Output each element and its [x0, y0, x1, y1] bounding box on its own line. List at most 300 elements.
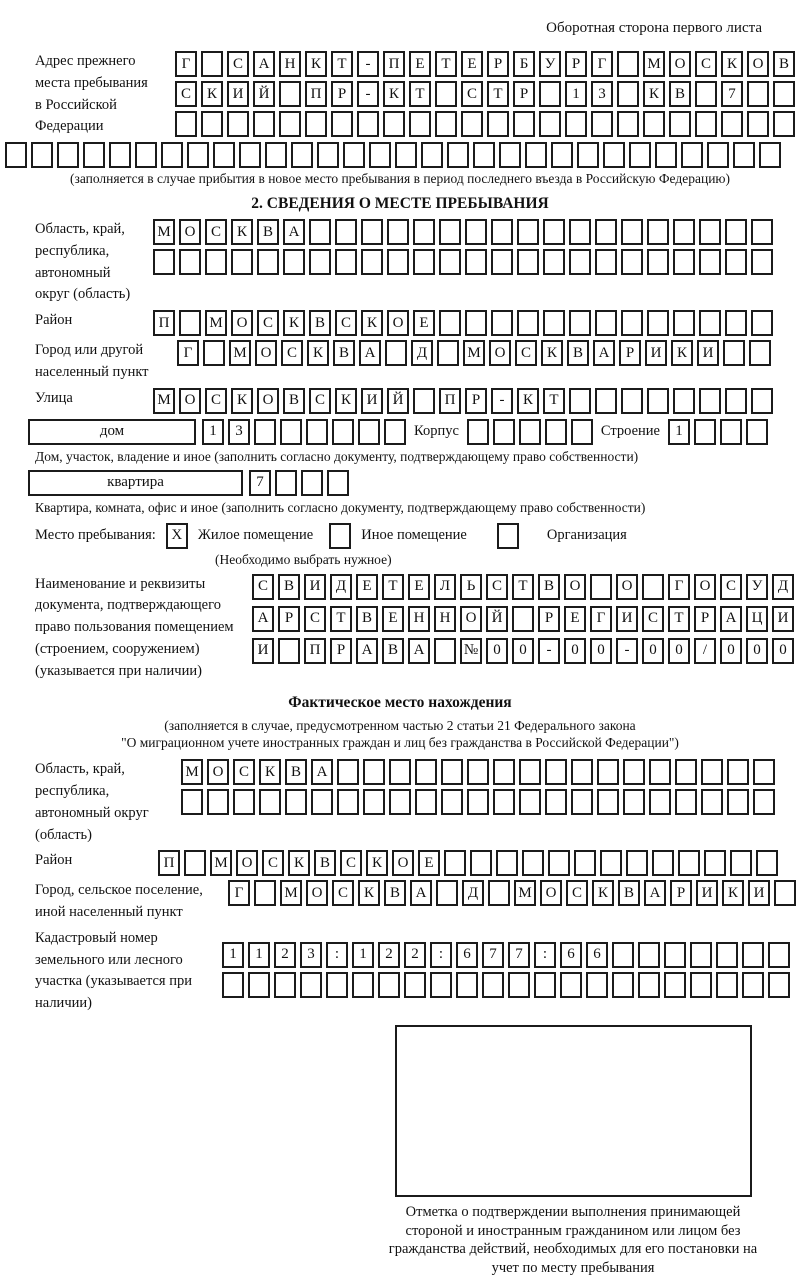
char-box[interactable]: С: [205, 219, 227, 245]
char-box[interactable]: /: [694, 638, 716, 664]
char-box[interactable]: [415, 789, 437, 815]
char-box[interactable]: [201, 111, 223, 137]
char-box[interactable]: А: [644, 880, 666, 906]
char-box[interactable]: [461, 111, 483, 137]
char-box[interactable]: [331, 111, 353, 137]
char-box[interactable]: [742, 972, 764, 998]
apartment-number-row[interactable]: [249, 470, 353, 496]
char-box[interactable]: 3: [591, 81, 613, 107]
char-box[interactable]: [213, 142, 235, 168]
char-box[interactable]: [465, 249, 487, 275]
char-box[interactable]: 0: [512, 638, 534, 664]
char-box[interactable]: В: [773, 51, 795, 77]
char-box[interactable]: [275, 470, 297, 496]
char-box[interactable]: [31, 142, 53, 168]
char-box[interactable]: С: [175, 81, 197, 107]
char-box[interactable]: 7: [508, 942, 530, 968]
char-box[interactable]: [437, 340, 459, 366]
char-box[interactable]: К: [259, 759, 281, 785]
char-box[interactable]: С: [205, 388, 227, 414]
char-box[interactable]: [421, 142, 443, 168]
char-box[interactable]: Р: [331, 81, 353, 107]
char-box[interactable]: [612, 942, 634, 968]
prev-address-row-3[interactable]: [175, 111, 799, 137]
char-box[interactable]: О: [564, 574, 586, 600]
char-box[interactable]: [574, 850, 596, 876]
char-box[interactable]: И: [252, 638, 274, 664]
city-row[interactable]: [177, 340, 775, 366]
char-box[interactable]: Е: [413, 310, 435, 336]
char-box[interactable]: 1: [248, 942, 270, 968]
char-box[interactable]: О: [540, 880, 562, 906]
char-box[interactable]: И: [772, 606, 794, 632]
char-box[interactable]: У: [539, 51, 561, 77]
char-box[interactable]: Ь: [460, 574, 482, 600]
char-box[interactable]: [694, 419, 716, 445]
char-box[interactable]: Д: [330, 574, 352, 600]
char-box[interactable]: А: [359, 340, 381, 366]
char-box[interactable]: [612, 972, 634, 998]
char-box[interactable]: [545, 419, 567, 445]
char-box[interactable]: Г: [177, 340, 199, 366]
char-box[interactable]: [551, 142, 573, 168]
char-box[interactable]: [499, 142, 521, 168]
char-box[interactable]: [467, 759, 489, 785]
char-box[interactable]: [569, 249, 591, 275]
char-box[interactable]: [257, 249, 279, 275]
char-box[interactable]: О: [694, 574, 716, 600]
char-box[interactable]: [751, 249, 773, 275]
char-box[interactable]: О: [306, 880, 328, 906]
char-box[interactable]: :: [430, 942, 452, 968]
char-box[interactable]: Т: [512, 574, 534, 600]
char-box[interactable]: М: [153, 219, 175, 245]
char-box[interactable]: [203, 340, 225, 366]
char-box[interactable]: [327, 470, 349, 496]
char-box[interactable]: [259, 789, 281, 815]
char-box[interactable]: [311, 789, 333, 815]
actual-district-row[interactable]: [158, 850, 782, 876]
char-box[interactable]: [647, 219, 669, 245]
char-box[interactable]: И: [697, 340, 719, 366]
char-box[interactable]: [773, 111, 795, 137]
char-box[interactable]: [595, 219, 617, 245]
char-box[interactable]: [222, 972, 244, 998]
char-box[interactable]: [519, 759, 541, 785]
char-box[interactable]: [756, 850, 778, 876]
char-box[interactable]: [617, 81, 639, 107]
char-box[interactable]: [571, 789, 593, 815]
char-box[interactable]: [517, 310, 539, 336]
char-box[interactable]: П: [383, 51, 405, 77]
char-box[interactable]: 2: [404, 942, 426, 968]
char-box[interactable]: Р: [330, 638, 352, 664]
char-box[interactable]: [649, 759, 671, 785]
actual-city-row[interactable]: [228, 880, 800, 906]
char-box[interactable]: [664, 972, 686, 998]
char-box[interactable]: 3: [300, 942, 322, 968]
char-box[interactable]: [447, 142, 469, 168]
char-box[interactable]: [768, 972, 790, 998]
char-box[interactable]: [467, 419, 489, 445]
char-box[interactable]: [545, 789, 567, 815]
char-box[interactable]: [733, 142, 755, 168]
char-box[interactable]: [357, 111, 379, 137]
region-row-1[interactable]: [153, 219, 777, 245]
char-box[interactable]: 0: [486, 638, 508, 664]
char-box[interactable]: К: [592, 880, 614, 906]
char-box[interactable]: [508, 972, 530, 998]
prev-address-row-4[interactable]: [5, 142, 800, 168]
char-box[interactable]: Г: [668, 574, 690, 600]
char-box[interactable]: К: [335, 388, 357, 414]
char-box[interactable]: [337, 789, 359, 815]
char-box[interactable]: В: [333, 340, 355, 366]
char-box[interactable]: [233, 789, 255, 815]
district-row[interactable]: [153, 310, 777, 336]
char-box[interactable]: [548, 850, 570, 876]
char-box[interactable]: С: [309, 388, 331, 414]
char-box[interactable]: [175, 111, 197, 137]
char-box[interactable]: С: [515, 340, 537, 366]
char-box[interactable]: О: [460, 606, 482, 632]
char-box[interactable]: [569, 219, 591, 245]
char-box[interactable]: [248, 972, 270, 998]
char-box[interactable]: [543, 249, 565, 275]
char-box[interactable]: 6: [586, 942, 608, 968]
char-box[interactable]: [522, 850, 544, 876]
char-box[interactable]: -: [357, 51, 379, 77]
char-box[interactable]: [597, 789, 619, 815]
char-box[interactable]: [716, 942, 738, 968]
char-box[interactable]: Н: [408, 606, 430, 632]
char-box[interactable]: [358, 419, 380, 445]
char-box[interactable]: -: [491, 388, 513, 414]
char-box[interactable]: [539, 81, 561, 107]
char-box[interactable]: [621, 249, 643, 275]
char-box[interactable]: Й: [253, 81, 275, 107]
char-box[interactable]: [439, 249, 461, 275]
char-box[interactable]: [343, 142, 365, 168]
char-box[interactable]: В: [285, 759, 307, 785]
char-box[interactable]: Н: [279, 51, 301, 77]
char-box[interactable]: [435, 111, 457, 137]
char-box[interactable]: А: [410, 880, 432, 906]
char-box[interactable]: К: [201, 81, 223, 107]
cadastral-row-2[interactable]: [222, 972, 794, 998]
char-box[interactable]: [569, 388, 591, 414]
char-box[interactable]: [560, 972, 582, 998]
char-box[interactable]: К: [643, 81, 665, 107]
char-box[interactable]: [187, 142, 209, 168]
char-box[interactable]: В: [314, 850, 336, 876]
char-box[interactable]: [571, 419, 593, 445]
char-box[interactable]: [699, 388, 721, 414]
char-box[interactable]: Г: [591, 51, 613, 77]
char-box[interactable]: [725, 249, 747, 275]
char-box[interactable]: [306, 419, 328, 445]
char-box[interactable]: [721, 111, 743, 137]
char-box[interactable]: [517, 249, 539, 275]
char-box[interactable]: [456, 972, 478, 998]
char-box[interactable]: С: [262, 850, 284, 876]
char-box[interactable]: Е: [409, 51, 431, 77]
char-box[interactable]: [617, 111, 639, 137]
char-box[interactable]: С: [461, 81, 483, 107]
document-row-3[interactable]: [252, 638, 798, 664]
char-box[interactable]: О: [179, 388, 201, 414]
char-box[interactable]: [201, 51, 223, 77]
char-box[interactable]: [707, 142, 729, 168]
char-box[interactable]: И: [748, 880, 770, 906]
char-box[interactable]: [681, 142, 703, 168]
checkbox-residential[interactable]: X: [166, 523, 188, 549]
char-box[interactable]: К: [722, 880, 744, 906]
char-box[interactable]: В: [538, 574, 560, 600]
char-box[interactable]: С: [695, 51, 717, 77]
char-box[interactable]: Р: [565, 51, 587, 77]
char-box[interactable]: В: [618, 880, 640, 906]
char-box[interactable]: [387, 249, 409, 275]
char-box[interactable]: [465, 310, 487, 336]
char-box[interactable]: К: [671, 340, 693, 366]
char-box[interactable]: С: [486, 574, 508, 600]
char-box[interactable]: [491, 310, 513, 336]
char-box[interactable]: К: [288, 850, 310, 876]
char-box[interactable]: 1: [565, 81, 587, 107]
char-box[interactable]: [332, 419, 354, 445]
char-box[interactable]: [647, 310, 669, 336]
char-box[interactable]: [725, 388, 747, 414]
char-box[interactable]: [727, 759, 749, 785]
char-box[interactable]: [309, 249, 331, 275]
char-box[interactable]: О: [392, 850, 414, 876]
char-box[interactable]: [161, 142, 183, 168]
char-box[interactable]: В: [356, 606, 378, 632]
char-box[interactable]: [384, 419, 406, 445]
char-box[interactable]: [591, 111, 613, 137]
char-box[interactable]: 0: [746, 638, 768, 664]
char-box[interactable]: Т: [435, 51, 457, 77]
char-box[interactable]: [519, 789, 541, 815]
char-box[interactable]: [600, 850, 622, 876]
char-box[interactable]: С: [720, 574, 742, 600]
char-box[interactable]: П: [153, 310, 175, 336]
char-box[interactable]: [695, 81, 717, 107]
char-box[interactable]: [482, 972, 504, 998]
char-box[interactable]: Р: [538, 606, 560, 632]
char-box[interactable]: Е: [382, 606, 404, 632]
char-box[interactable]: А: [252, 606, 274, 632]
char-box[interactable]: Р: [619, 340, 641, 366]
char-box[interactable]: А: [311, 759, 333, 785]
char-box[interactable]: [415, 759, 437, 785]
char-box[interactable]: 1: [202, 419, 224, 445]
char-box[interactable]: [404, 972, 426, 998]
char-box[interactable]: [774, 880, 796, 906]
char-box[interactable]: [647, 388, 669, 414]
char-box[interactable]: И: [361, 388, 383, 414]
char-box[interactable]: [179, 249, 201, 275]
char-box[interactable]: [493, 759, 515, 785]
char-box[interactable]: [413, 219, 435, 245]
char-box[interactable]: [545, 759, 567, 785]
char-box[interactable]: М: [153, 388, 175, 414]
char-box[interactable]: С: [642, 606, 664, 632]
char-box[interactable]: [207, 789, 229, 815]
char-box[interactable]: [597, 759, 619, 785]
char-box[interactable]: В: [309, 310, 331, 336]
char-box[interactable]: К: [361, 310, 383, 336]
char-box[interactable]: 2: [274, 942, 296, 968]
char-box[interactable]: Й: [486, 606, 508, 632]
char-box[interactable]: [751, 388, 773, 414]
char-box[interactable]: О: [489, 340, 511, 366]
char-box[interactable]: 1: [222, 942, 244, 968]
char-box[interactable]: [444, 850, 466, 876]
char-box[interactable]: [179, 310, 201, 336]
char-box[interactable]: [595, 310, 617, 336]
char-box[interactable]: [439, 310, 461, 336]
char-box[interactable]: К: [305, 51, 327, 77]
char-box[interactable]: [626, 850, 648, 876]
char-box[interactable]: [621, 310, 643, 336]
char-box[interactable]: М: [210, 850, 232, 876]
prev-address-row-1[interactable]: [175, 51, 799, 77]
char-box[interactable]: К: [517, 388, 539, 414]
char-box[interactable]: 2: [378, 942, 400, 968]
char-box[interactable]: [363, 759, 385, 785]
char-box[interactable]: [253, 111, 275, 137]
char-box[interactable]: [519, 419, 541, 445]
char-box[interactable]: [385, 340, 407, 366]
char-box[interactable]: [595, 249, 617, 275]
char-box[interactable]: А: [283, 219, 305, 245]
char-box[interactable]: [643, 111, 665, 137]
char-box[interactable]: К: [307, 340, 329, 366]
char-box[interactable]: С: [340, 850, 362, 876]
char-box[interactable]: Б: [513, 51, 535, 77]
char-box[interactable]: И: [696, 880, 718, 906]
char-box[interactable]: [513, 111, 535, 137]
char-box[interactable]: П: [304, 638, 326, 664]
stroenie-row[interactable]: [668, 419, 772, 445]
char-box[interactable]: [751, 219, 773, 245]
checkbox-organization[interactable]: [497, 523, 519, 549]
char-box[interactable]: И: [645, 340, 667, 366]
char-box[interactable]: [470, 850, 492, 876]
char-box[interactable]: [747, 81, 769, 107]
char-box[interactable]: [759, 142, 781, 168]
char-box[interactable]: Г: [175, 51, 197, 77]
char-box[interactable]: [621, 388, 643, 414]
char-box[interactable]: М: [181, 759, 203, 785]
char-box[interactable]: [695, 111, 717, 137]
char-box[interactable]: [57, 142, 79, 168]
char-box[interactable]: [543, 310, 565, 336]
char-box[interactable]: [753, 789, 775, 815]
char-box[interactable]: [181, 789, 203, 815]
char-box[interactable]: К: [231, 388, 253, 414]
char-box[interactable]: [638, 972, 660, 998]
char-box[interactable]: [413, 249, 435, 275]
char-box[interactable]: [378, 972, 400, 998]
char-box[interactable]: [265, 142, 287, 168]
char-box[interactable]: С: [233, 759, 255, 785]
char-box[interactable]: [727, 789, 749, 815]
cadastral-row-1[interactable]: [222, 942, 794, 968]
char-box[interactable]: О: [236, 850, 258, 876]
char-box[interactable]: Т: [330, 606, 352, 632]
char-box[interactable]: Е: [418, 850, 440, 876]
char-box[interactable]: С: [304, 606, 326, 632]
char-box[interactable]: [629, 142, 651, 168]
char-box[interactable]: В: [567, 340, 589, 366]
char-box[interactable]: :: [534, 942, 556, 968]
char-box[interactable]: [642, 574, 664, 600]
char-box[interactable]: [753, 759, 775, 785]
char-box[interactable]: О: [747, 51, 769, 77]
char-box[interactable]: В: [384, 880, 406, 906]
document-row-1[interactable]: [252, 574, 798, 600]
char-box[interactable]: [488, 880, 510, 906]
char-box[interactable]: [746, 419, 768, 445]
char-box[interactable]: [430, 972, 452, 998]
char-box[interactable]: Р: [513, 81, 535, 107]
char-box[interactable]: [725, 310, 747, 336]
char-box[interactable]: [413, 388, 435, 414]
char-box[interactable]: -: [616, 638, 638, 664]
char-box[interactable]: 0: [642, 638, 664, 664]
korpus-row[interactable]: [467, 419, 597, 445]
char-box[interactable]: [673, 249, 695, 275]
char-box[interactable]: [716, 972, 738, 998]
char-box[interactable]: Е: [564, 606, 586, 632]
char-box[interactable]: [525, 142, 547, 168]
document-row-2[interactable]: [252, 606, 798, 632]
char-box[interactable]: [730, 850, 752, 876]
char-box[interactable]: Г: [590, 606, 612, 632]
char-box[interactable]: Ц: [746, 606, 768, 632]
char-box[interactable]: К: [721, 51, 743, 77]
char-box[interactable]: О: [387, 310, 409, 336]
char-box[interactable]: -: [357, 81, 379, 107]
char-box[interactable]: У: [746, 574, 768, 600]
char-box[interactable]: Т: [331, 51, 353, 77]
char-box[interactable]: [652, 850, 674, 876]
char-box[interactable]: [720, 419, 742, 445]
char-box[interactable]: 7: [249, 470, 271, 496]
char-box[interactable]: М: [205, 310, 227, 336]
char-box[interactable]: [279, 111, 301, 137]
char-box[interactable]: О: [179, 219, 201, 245]
char-box[interactable]: [675, 789, 697, 815]
char-box[interactable]: [517, 219, 539, 245]
char-box[interactable]: [690, 972, 712, 998]
char-box[interactable]: А: [593, 340, 615, 366]
char-box[interactable]: [352, 972, 374, 998]
char-box[interactable]: [291, 142, 313, 168]
char-box[interactable]: [512, 606, 534, 632]
char-box[interactable]: П: [158, 850, 180, 876]
char-box[interactable]: [441, 789, 463, 815]
char-box[interactable]: [675, 759, 697, 785]
char-box[interactable]: О: [616, 574, 638, 600]
char-box[interactable]: [577, 142, 599, 168]
char-box[interactable]: Г: [228, 880, 250, 906]
char-box[interactable]: О: [231, 310, 253, 336]
region-row-2[interactable]: [153, 249, 777, 275]
